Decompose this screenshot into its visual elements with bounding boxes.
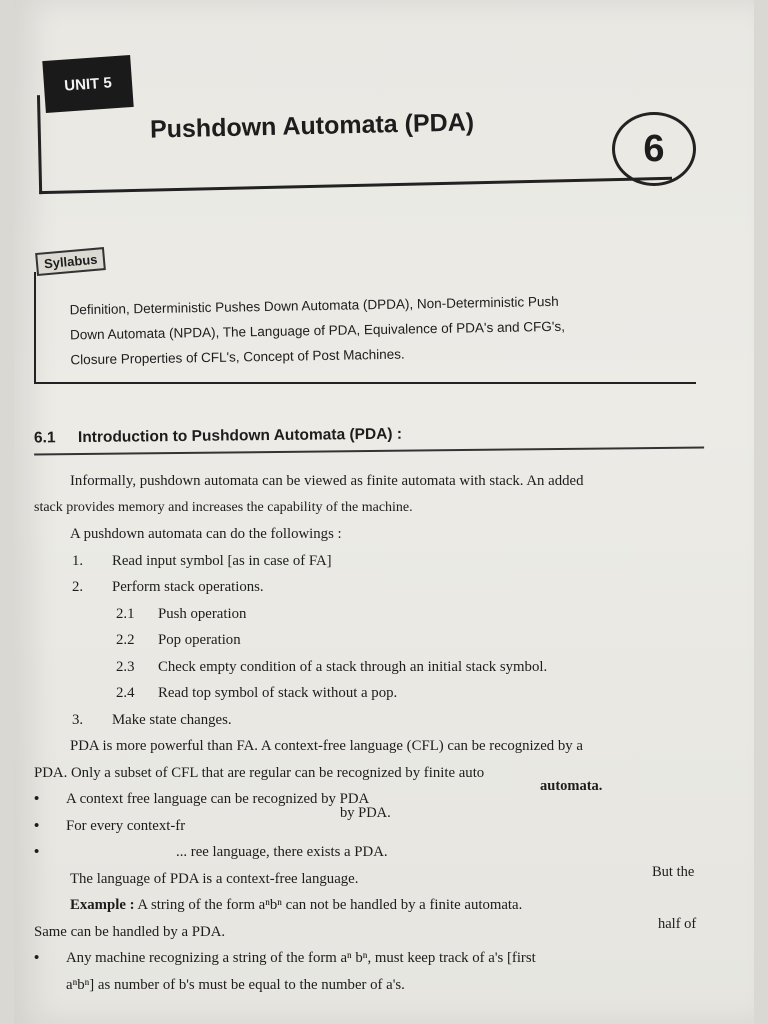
list-text: Read input symbol [as in case of FA]	[112, 552, 332, 569]
sublist-text: Push operation	[158, 605, 247, 622]
sublist-item	[34, 654, 714, 681]
paragraph-line: stack provides memory and increases the capability of the machine.	[34, 499, 413, 515]
bullet-icon: •	[34, 817, 40, 834]
sublist-text: Check empty condition of a stack through an initial stack symbol.	[158, 658, 548, 675]
bullet-icon: •	[34, 791, 40, 807]
sublist-number: 2.3	[116, 658, 135, 675]
list-item	[34, 574, 714, 601]
sublist-text: Pop operation	[158, 632, 241, 648]
list-item	[34, 548, 714, 575]
unit-label: UNIT 5	[42, 55, 133, 113]
bullet-text: A context free language can be recognized by PDA	[66, 791, 370, 807]
sublist-number: 2.4	[116, 685, 135, 701]
list-text: Make state changes.	[112, 711, 232, 728]
example-line	[34, 892, 714, 919]
chapter-number: 6	[612, 112, 696, 186]
chapter-title: Pushdown Automata (PDA)	[149, 108, 475, 144]
example-label: Example :	[70, 897, 135, 913]
sublist-item	[34, 627, 714, 654]
bullet-icon: •	[34, 844, 40, 860]
paragraph-line: PDA is more powerful than FA. A context-free language (CFL) can be recognized by a	[70, 738, 583, 754]
sublist-number: 2.2	[116, 632, 135, 648]
list-number: 2.	[72, 579, 84, 595]
paragraph: A pushdown automata can do the followings :	[70, 526, 342, 542]
margin-fragment: half of	[658, 916, 697, 932]
list-item	[34, 707, 714, 734]
bullet-icon: •	[34, 950, 40, 966]
paragraph-line: Informally, pushdown automata can be viewed as finite automata with stack. An added	[70, 473, 584, 489]
obscured-fragment: by PDA.	[340, 805, 391, 821]
list-number: 1.	[72, 552, 84, 569]
sublist-number: 2.1	[116, 605, 135, 622]
body-text	[34, 468, 714, 998]
paragraph-line: PDA. Only a subset of CFL that are regular can be recognized by finite auto	[34, 764, 485, 781]
bullet-item	[34, 945, 714, 972]
example-text: A string of the form aⁿbⁿ can not be handled by a finite automata.	[137, 897, 523, 913]
obscured-fragment: automata.	[540, 778, 603, 794]
paragraph: Same can be handled by a PDA.	[34, 923, 226, 940]
syllabus-line: Definition, Deterministic Pushes Down Automata (DPDA), Non-Deterministic Push	[69, 293, 559, 318]
section-title: Introduction to Pushdown Automata (PDA) :	[77, 425, 403, 447]
syllabus-line: Closure Properties of CFL's, Concept of Post Machines.	[70, 346, 405, 368]
sublist-text: Read top symbol of stack without a pop.	[158, 685, 398, 701]
list-number: 3.	[72, 711, 84, 728]
sublist-item	[34, 601, 714, 628]
bullet-text: Any machine recognizing a string of the form aⁿ bⁿ, must keep track of a's [first	[66, 950, 536, 966]
bullet-item	[34, 839, 714, 866]
syllabus-tag: Syllabus	[35, 247, 106, 276]
margin-fragment: But the	[652, 864, 695, 880]
list-text: Perform stack operations.	[112, 579, 264, 595]
section-number: 6.1	[33, 429, 56, 447]
bullet-continuation: aⁿbⁿ] as number of b's must be equal to the number of a's.	[66, 976, 405, 993]
sublist-item	[34, 680, 714, 707]
bullet-text: For every context-fr	[66, 817, 186, 834]
bullet-text: ... ree language, there exists a PDA.	[176, 844, 388, 860]
paragraph: The language of PDA is a context-free language.	[70, 870, 359, 887]
syllabus-text	[69, 287, 690, 373]
syllabus-line: Down Automata (NPDA), The Language of PDA, Equivalence of PDA's and CFG's,	[69, 318, 566, 343]
